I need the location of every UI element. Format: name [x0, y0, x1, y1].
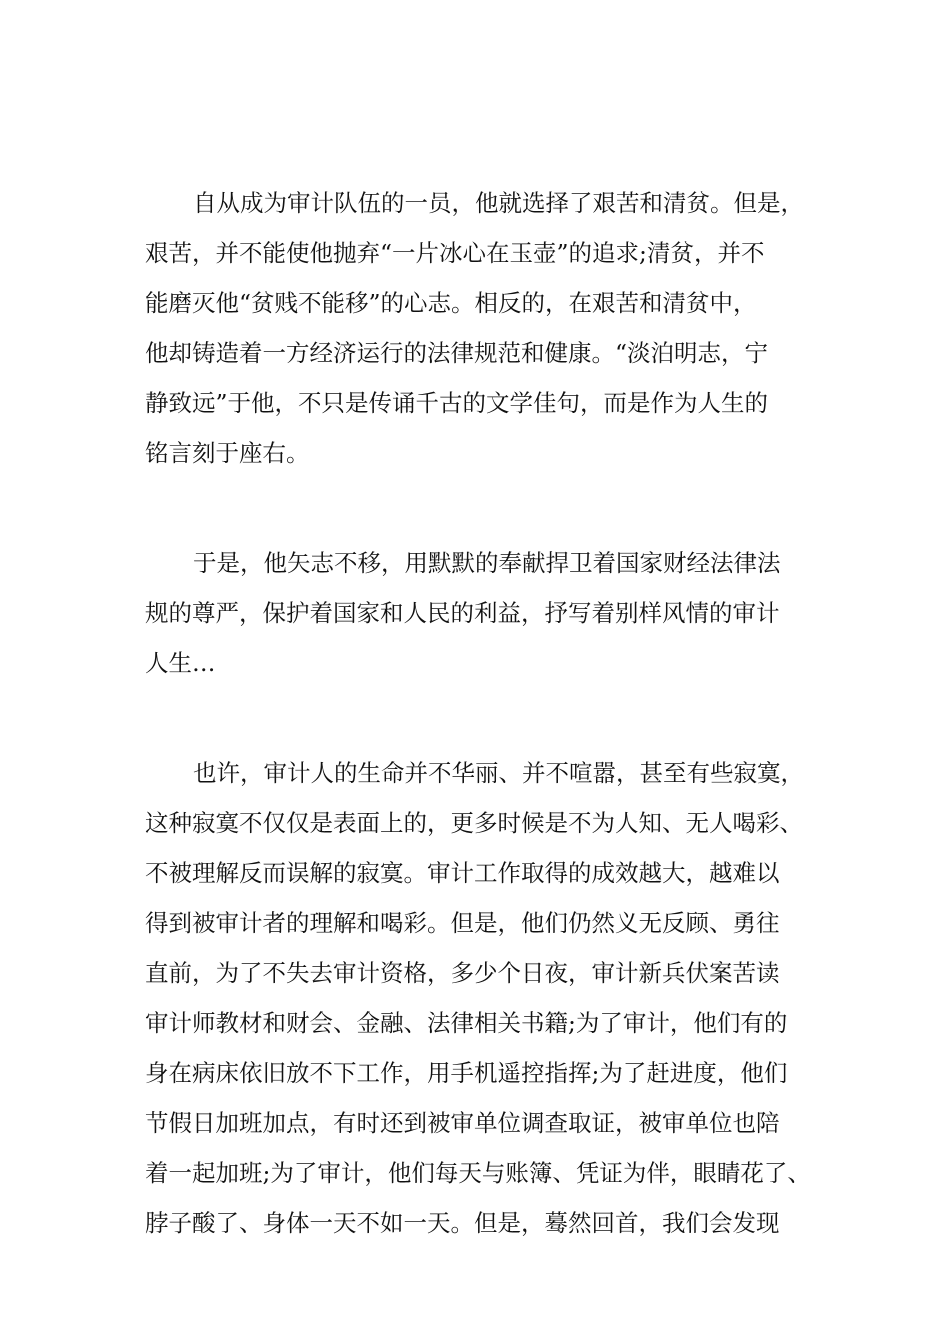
paragraph-line: 这种寂寞不仅仅是表面上的，更多时候是不为人知、无人喝彩、 [145, 809, 803, 837]
paragraph-line: 身在病床依旧放不下工作，用手机遥控指挥;为了赶进度，他们 [145, 1059, 788, 1087]
paragraph-line: 不被理解反而误解的寂寞。审计工作取得的成效越大，越难以 [145, 859, 780, 887]
paragraph-spacer [145, 478, 810, 538]
paragraph-line: 着一起加班;为了审计，他们每天与账簿、凭证为伴，眼睛花了、 [145, 1159, 811, 1187]
paragraph-3 [145, 748, 810, 1248]
paragraph-line: 规的尊严，保护着国家和人民的利益，抒写着别样风情的审计 [145, 599, 780, 627]
paragraph-line: 人生… [145, 649, 216, 677]
paragraph-spacer [145, 688, 810, 748]
paragraph-line: 脖子酸了、身体一天不如一天。但是，蓦然回首，我们会发现 [145, 1209, 780, 1237]
document-body [145, 178, 810, 1248]
paragraph-line: 铭言刻于座右。 [145, 439, 310, 467]
paragraph-1 [145, 178, 810, 478]
paragraph-line: 能磨灭他“贫贱不能移”的心志。相反的，在艰苦和清贫中， [145, 289, 757, 317]
paragraph-line: 艰苦，并不能使他抛弃“一片冰心在玉壶”的追求;清贫，并不 [145, 239, 765, 267]
paragraph-line: 审计师教材和财会、金融、法律相关书籍;为了审计，他们有的 [145, 1009, 788, 1037]
paragraph-line: 于是，他矢志不移，用默默的奉献捍卫着国家财经法律法 [193, 549, 781, 577]
paragraph-line: 直前，为了不失去审计资格，多少个日夜，审计新兵伏案苦读 [145, 959, 780, 987]
paragraph-line: 自从成为审计队伍的一员，他就选择了艰苦和清贫。但是， [193, 189, 804, 217]
paragraph-line: 得到被审计者的理解和喝彩。但是，他们仍然义无反顾、勇往 [145, 909, 780, 937]
paragraph-2 [145, 538, 810, 688]
paragraph-line: 节假日加班加点，有时还到被审单位调查取证，被审单位也陪 [145, 1109, 780, 1137]
paragraph-line: 他却铸造着一方经济运行的法律规范和健康。“淡泊明志，宁 [145, 339, 769, 367]
paragraph-line: 静致远”于他，不只是传诵千古的文学佳句，而是作为人生的 [145, 389, 769, 417]
paragraph-line: 也许，审计人的生命并不华丽、并不喧嚣，甚至有些寂寞， [193, 759, 804, 787]
